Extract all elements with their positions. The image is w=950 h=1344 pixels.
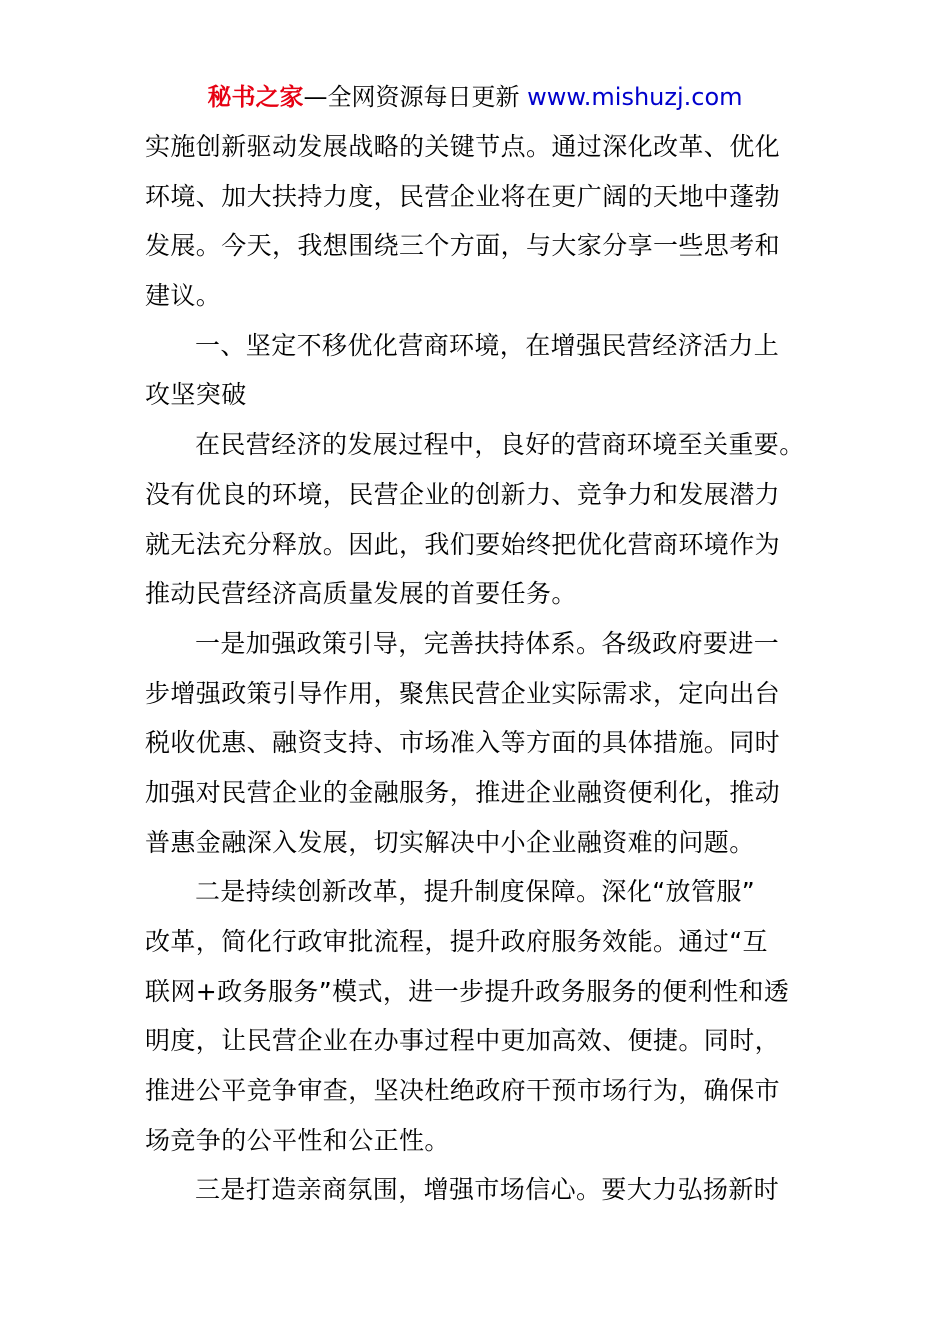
- text-line: 明度，让民营企业在办事过程中更加高效、便捷。同时，: [145, 1026, 781, 1056]
- text-line: 推动民营经济高质量发展的首要任务。: [145, 579, 577, 609]
- website-link[interactable]: www.mishuzj.com: [527, 83, 743, 111]
- text-line: 联网+政务服务”模式，进一步提升政务服务的便利性和透: [145, 976, 790, 1006]
- paragraph-first-line: 二是持续创新改革，提升制度保障。深化“放管服”: [195, 877, 756, 907]
- text-line: 没有优良的环境，民营企业的创新力、竞争力和发展潜力: [145, 479, 781, 509]
- paragraph-first-line: 三是打造亲商氛围，增强市场信心。要大力弘扬新时: [195, 1175, 780, 1205]
- text-line: 攻坚突破: [145, 380, 247, 410]
- header-tagline: —全网资源每日更新: [303, 83, 528, 111]
- text-line: 就无法充分释放。因此，我们要始终把优化营商环境作为: [145, 529, 781, 559]
- text-line: 场竞争的公平性和公正性。: [145, 1125, 450, 1155]
- text-line: 环境、加大扶持力度，民营企业将在更广阔的天地中蓬勃: [145, 181, 781, 211]
- paragraph-first-line: 一、坚定不移优化营商环境，在增强民营经济活力上: [195, 330, 780, 360]
- text-line: 建议。: [145, 281, 222, 311]
- paragraph-first-line: 在民营经济的发展过程中，良好的营商环境至关重要。: [195, 430, 805, 460]
- text-line: 改革，简化行政审批流程，提升政府服务效能。通过“互: [145, 927, 768, 956]
- text-line: 发展。今天，我想围绕三个方面，与大家分享一些思考和: [145, 231, 781, 261]
- document-body: [145, 122, 825, 1215]
- text-line: 推进公平竞争审查，坚决杜绝政府干预市场行为，确保市: [145, 1076, 781, 1106]
- paragraph-first-line: 一是加强政策引导，完善扶持体系。各级政府要进一: [195, 628, 780, 658]
- page-header: [0, 80, 950, 114]
- brand-name: 秘书之家: [207, 83, 304, 111]
- text-line: 税收优惠、融资支持、市场准入等方面的具体措施。同时: [145, 728, 781, 758]
- text-line: 实施创新驱动发展战略的关键节点。通过深化改革、优化: [145, 132, 781, 161]
- text-line: 步增强政策引导作用，聚焦民营企业实际需求，定向出台: [145, 678, 781, 708]
- text-line: 普惠金融深入发展，切实解决中小企业融资难的问题。: [145, 827, 755, 857]
- text-line: 加强对民营企业的金融服务，推进企业融资便利化，推动: [145, 777, 781, 807]
